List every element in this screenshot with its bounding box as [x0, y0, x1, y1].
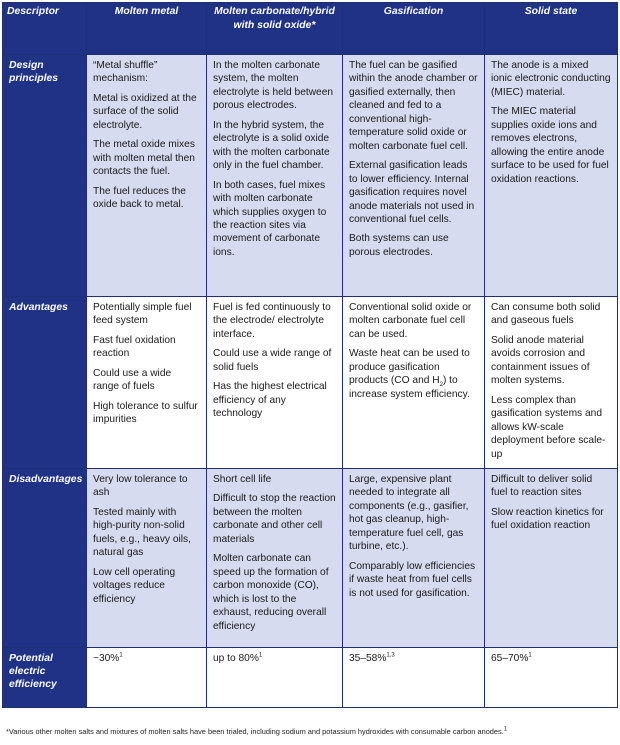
cell-advantages-molten-metal — [87, 297, 207, 469]
cell-paragraph: Has the highest electrical efficiency of any technology — [213, 381, 327, 420]
cell-paragraph: Comparably low efficiencies if waste heat from fuel cells is not used for gasification. — [349, 560, 476, 599]
cell-efficiency-solid-state — [485, 648, 618, 708]
footnote-reference: 1 — [503, 726, 508, 733]
row-label-advantages: Advantages — [3, 297, 87, 469]
row-label-potential-efficiency: Potential electric efficiency — [3, 648, 87, 708]
row-design-principles — [3, 55, 618, 297]
cell-paragraph: Slow reaction kinetics for fuel oxidation reaction — [491, 506, 604, 532]
cell-paragraph: Fuel is fed continuously to the electrode/ electrolyte interface. — [213, 302, 331, 340]
cell-disadvantages-solid-state — [485, 469, 618, 648]
cell-paragraph: Difficult to stop the reaction between the molten carbonate and other cell materials — [213, 493, 336, 545]
cell-paragraph: Less complex than gasification systems and allows kW-scale deployment before scale-up — [491, 394, 606, 460]
cell-advantages-solid-state — [485, 297, 618, 469]
cell-paragraph: Conventional solid oxide or molten carbonate fuel cell can be used. — [349, 302, 472, 340]
cell-efficiency-gasification — [343, 648, 485, 708]
fuel-cell-comparison-table — [2, 2, 618, 708]
cell-paragraph: Very low tolerance to ash — [93, 474, 188, 499]
cell-paragraph: Solid anode material avoids corrosion and containment issues of molten systems. — [491, 334, 590, 387]
cell-advantages-gasification — [343, 297, 485, 469]
reference-superscript: 1 — [528, 652, 532, 659]
header-molten-metal: Molten metal — [87, 3, 207, 55]
row-advantages — [3, 297, 618, 469]
text-run: Waste heat can be used to produce gasification products (CO and H — [349, 348, 470, 387]
cell-advantages-molten-carbonate — [207, 297, 343, 469]
cell-paragraph: Short cell life — [213, 474, 272, 485]
cell-paragraph: The anode is a mixed ionic electronic conducting (MIEC) material. — [491, 60, 611, 98]
cell-paragraph: Metal is oxidized at the surface of the solid electrolyte. — [93, 92, 197, 131]
cell-disadvantages-molten-metal — [87, 469, 207, 648]
cell-paragraph: The metal oxide mixes with molten metal then contacts the fuel. — [93, 139, 195, 178]
cell-paragraph: Can consume both solid and gaseous fuels — [491, 302, 601, 327]
header-molten-carbonate: Molten carbonate/hybrid with solid oxide* — [207, 3, 343, 55]
cell-paragraph: In the molten carbonate system, the molten electrolyte is held between porous electrodes. — [213, 60, 334, 112]
cell-paragraph: In both cases, fuel mixes with molten carbonate which supplies oxygen to the reaction sites via movement of carbonate ions. — [213, 179, 327, 258]
reference-superscript: 1 — [258, 652, 263, 659]
row-label-design-principles: Design principles — [3, 55, 87, 297]
row-potential-efficiency — [3, 648, 618, 708]
efficiency-value: ~30% — [93, 653, 120, 664]
cell-efficiency-molten-metal — [87, 648, 207, 708]
cell-paragraph: Fast fuel oxidation reaction — [93, 334, 176, 360]
header-descriptor: Descriptor — [3, 3, 87, 55]
cell-paragraph: Tested mainly with high-purity non-solid fuels, e.g., heavy oils, natural gas — [93, 506, 191, 559]
header-row — [3, 3, 618, 55]
efficiency-value: up to 80% — [213, 653, 259, 664]
cell-paragraph: High tolerance to sulfur impurities — [93, 400, 198, 426]
cell-paragraph: Potentially simple fuel feed system — [93, 302, 192, 327]
cell-paragraph: Large, expensive plant needed to integrate all components (e.g., gasifier, hot gas cleanup, high-temperature fuel cell, gas turbine, etc.). — [349, 474, 469, 553]
cell-design-solid-state — [485, 55, 618, 297]
cell-paragraph: Difficult to deliver solid fuel to reaction sites — [491, 474, 593, 499]
footnote-text: *Various other molten salts and mixtures of molten salts have been trialed, including sodium and potassium hydroxides with consumable carbon anodes. — [6, 727, 504, 736]
reference-superscript: 1 — [119, 652, 123, 659]
cell-paragraph: Could use a wide range of solid fuels — [213, 348, 332, 373]
cell-paragraph: Low cell operating voltages reduce efficiency — [93, 566, 176, 605]
cell-paragraph — [349, 347, 478, 401]
row-disadvantages — [3, 469, 618, 648]
footnote — [6, 727, 616, 736]
subscript: 2 — [439, 382, 443, 389]
cell-design-molten-metal — [87, 55, 207, 297]
header-gasification: Gasification — [343, 3, 485, 55]
cell-paragraph: In the hybrid system, the electrolyte is a solid oxide with the molten carbonate only in the fuel chamber. — [213, 119, 330, 172]
cell-disadvantages-gasification — [343, 469, 485, 648]
cell-paragraph: The fuel reduces the oxide back to metal. — [93, 185, 186, 211]
cell-paragraph: Could use a wide range of fuels — [93, 367, 172, 393]
cell-efficiency-molten-carbonate — [207, 648, 343, 708]
cell-disadvantages-molten-carbonate — [207, 469, 343, 648]
text-run: ) to increase system efficiency. — [349, 375, 470, 400]
efficiency-value: 35–58% — [349, 653, 387, 664]
cell-paragraph: “Metal shuffle” mechanism: — [93, 60, 158, 85]
cell-paragraph: Both systems can use porous electrodes. — [349, 233, 449, 258]
cell-paragraph: The fuel can be gasified within the anode chamber or gasified externally, then cleaned and fed to a conventional high-temperature solid oxide or molten carbonate fuel cell. — [349, 60, 478, 152]
cell-paragraph: Molten carbonate can speed up the formation of carbon monoxide (CO), which is lost to the exhaust, reducing overall efficiency — [213, 553, 329, 632]
cell-design-gasification — [343, 55, 485, 297]
cell-paragraph: External gasification leads to lower efficiency. Internal gasification requires novel anode materials not used in conventional fuel cells. — [349, 160, 475, 225]
efficiency-value: 65–70% — [491, 653, 529, 664]
cell-design-molten-carbonate — [207, 55, 343, 297]
cell-paragraph: The MIEC material supplies oxide ions and removes electrons, allowing the entire anode surface to be used for fuel oxidation reactions. — [491, 106, 609, 185]
row-label-disadvantages: Disadvantages — [3, 469, 87, 648]
reference-superscript: 1,3 — [386, 652, 395, 659]
header-solid-state: Solid state — [485, 3, 618, 55]
